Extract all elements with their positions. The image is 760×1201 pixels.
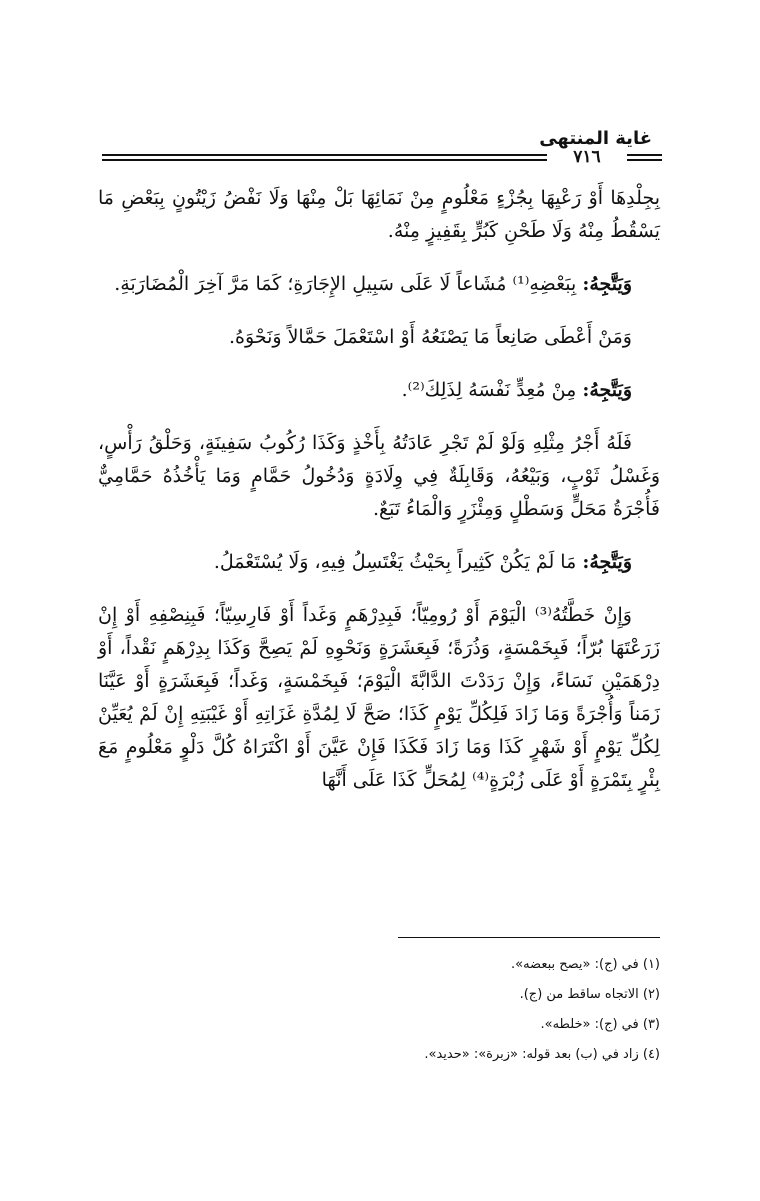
paragraph-1 [98, 182, 660, 248]
header-rule-left [102, 154, 547, 161]
paragraph-text: وَمَنْ أَعْطَى صَانِعاً مَا يَصْنَعُهُ أَوْ اسْتَعْمَلَ حَمَّالاً وَنَحْوَهُ. [229, 326, 632, 348]
paragraph-lead: وَيَتَّجِهُ: [582, 379, 632, 401]
footnote-separator [398, 937, 660, 938]
paragraph-3 [98, 321, 660, 354]
footnote-2: (٢) الاتجاه ساقط من (ج). [519, 987, 660, 1002]
paragraph-text: مَا لَمْ يَكُنْ كَثِيراً بِحَيْثُ يَغْتَسِلُ فِيهِ، وَلَا يُسْتَعْمَلُ. [213, 551, 583, 573]
paragraph-text: بِبَعْضِهِ⁽¹⁾ مُشَاعاً لَا عَلَى سَبِيلِ الإِجَارَةِ؛ كَمَا مَرَّ آخِرَ الْمُضَارَبَةِ. [114, 273, 583, 295]
paragraph-2 [98, 268, 660, 301]
footnote-1: (١) في (ج): «يصح ببعضه». [510, 957, 660, 972]
paragraph-5 [98, 427, 660, 526]
footnote-4: (٤) زاد في (ب) بعد قوله: «زبرة»: «حديد». [424, 1047, 660, 1062]
main-text [98, 182, 660, 817]
paragraph-text: بِجِلْدِهَا أَوْ رَعْيِهَا بِجُزْءٍ مَعْلُومٍ مِنْ نَمَائِهَا بَلْ مِنْهَا وَلَا نَفْضُ زَيْتُونٍ بِبَعْضِ مَا يَسْقُطُ مِنْهُ وَلَا طَحْنِ كَبُرٍّ بِقَفِيزٍ مِنْهُ. [98, 187, 660, 242]
running-header-title: غاية المنتهى [539, 128, 652, 149]
paragraph-text: وَإِنْ خَطَّتُهُ⁽³⁾ الْيَوْمَ أَوْ رُومِيّاً؛ فَبِدِرْهَمٍ وَغَداً أَوْ فَارِسِيّاً؛ فَبِنِصْفِهِ أَوْ إِنْ زَرَعْتَهَا بُرّاً؛ فَبِخَمْسَةٍ، وَذُرَةً؛ فَبِعَشَرَةٍ وَنَحْوِهِ لَمْ يَصِحَّ وَكَذَا بِدِرْهَمٍ نَقْداً، أَوْ دِرْهَمَيْنِ نَسَاءً، وَإِنْ رَدَدْتَ الدَّابَّةَ الْيَوْمَ؛ فَبِخَمْسَةٍ، وَغَداً؛ فَبِعَشَرَةٍ أَوْ عَيَّنَا زَمَناً وَأُجْرَةً وَمَا زَادَ فَلِكُلِّ يَوْمٍ كَذَا؛ صَحَّ لَا لِمُدَّةِ غَزَاتِهِ أَوْ غَيْبَتِهِ إِنْ لَمْ يُعَيِّنْ لِكُلِّ يَوْمٍ أَوْ شَهْرٍ كَذَا وَمَا زَادَ فَكَذَا فَإِنْ عَيَّنَ أَوْ اكْتَرَاهُ كُلَّ دَلْوٍ مَعْلُومٍ مَعَ بِئْرٍ بِتَمْرَةٍ أَوْ عَلَى زُبْرَةٍ⁽⁴⁾ لِمُحَلٍّ كَذَا عَلَى أَنَّهَا [98, 604, 660, 791]
paragraph-lead: وَيَتَّجِهُ: [582, 551, 632, 573]
paragraph-text: فَلَهُ أَجْرُ مِثْلِهِ وَلَوْ لَمْ تَجْرِ عَادَتُهُ بِأَخْذٍ وَكَذَا رُكُوبُ سَفِينَةٍ، وَحَلْقُ رَأْسٍ، وَغَسْلُ ثَوْبٍ، وَبَيْعُهُ، وَقَابِلَةٌ فِي وِلَادَةٍ وَدُخُولُ حَمَّامٍ وَمَا يَأْخُذُهُ حَمَّامِيٌّ فَأُجْرَةُ مَحَلٍّ وَسَطْلٍ وَمِئْزَرٍ وَالْمَاءُ تَبَعٌ. [98, 432, 660, 520]
paragraph-text: مِنْ مُعِدٍّ نَفْسَهُ لِذَلِكَ⁽²⁾. [401, 379, 583, 401]
footnote-3: (٣) في (ج): «خلطه». [540, 1017, 660, 1032]
page-number: ٧١٦ [573, 147, 601, 167]
header-rule-right [627, 154, 662, 161]
header-rule [102, 147, 662, 170]
paragraph-6 [98, 546, 660, 579]
footnotes [98, 950, 660, 1070]
paragraph-7 [98, 599, 660, 797]
paragraph-lead: وَيَتَّجِهُ: [582, 273, 632, 295]
paragraph-4 [98, 374, 660, 407]
